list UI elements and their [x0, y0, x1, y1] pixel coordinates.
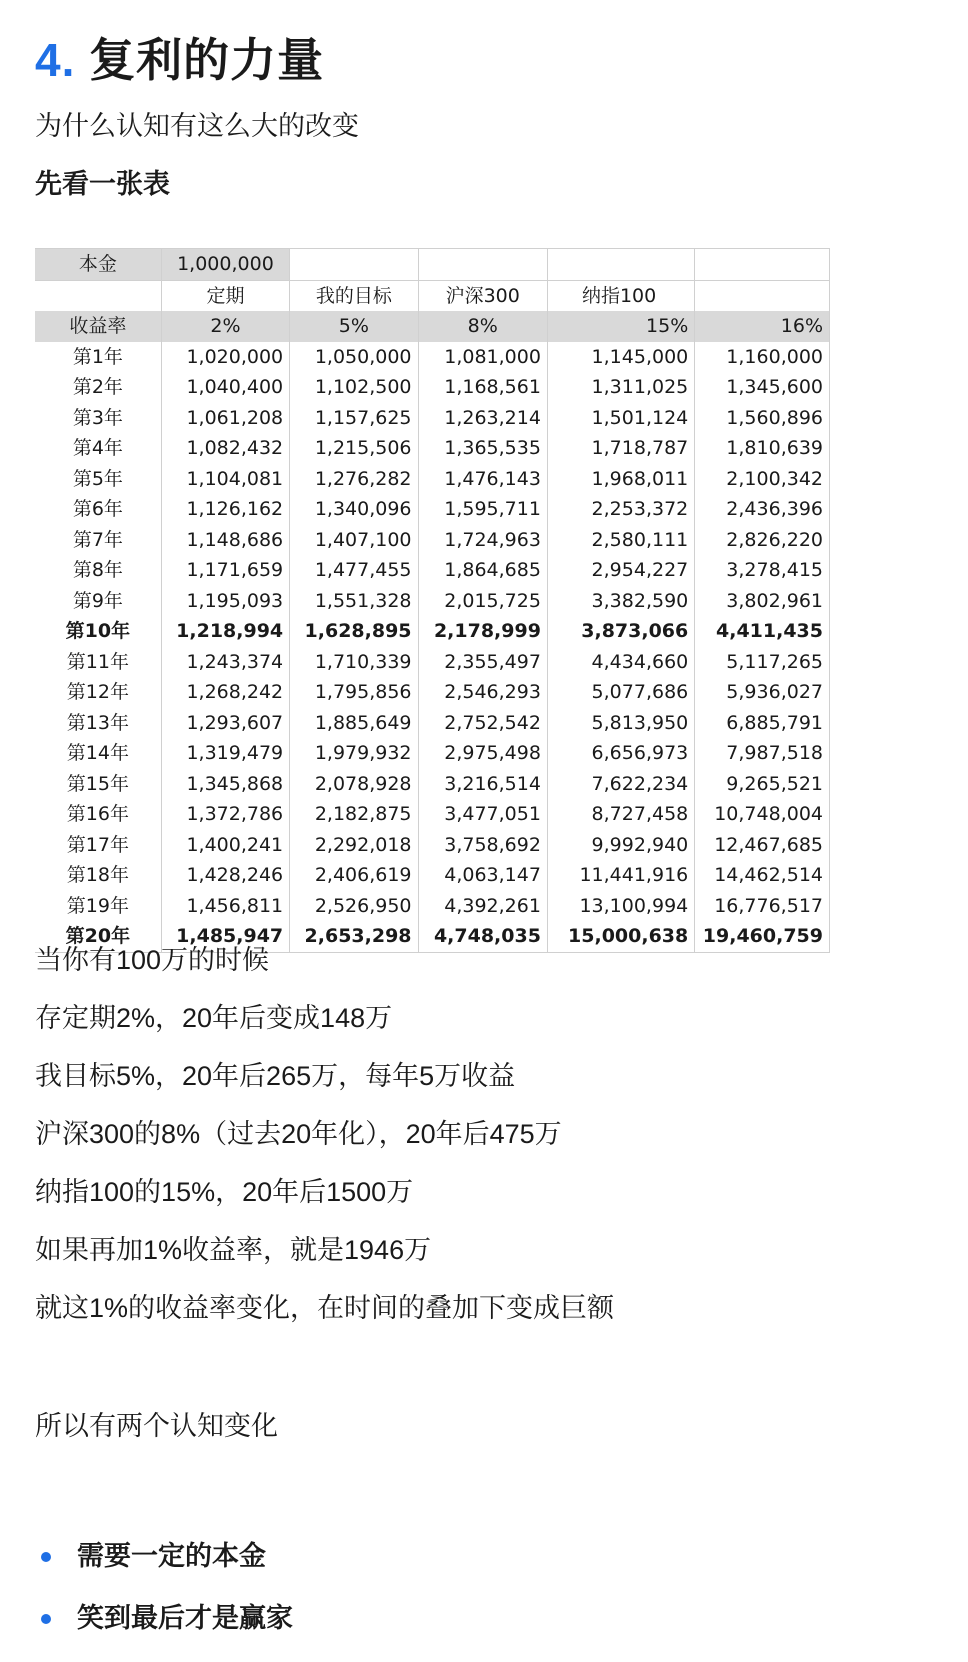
value-cell: 1,795,856 — [290, 677, 418, 708]
value-cell: 1,968,011 — [547, 464, 694, 495]
column-header — [695, 280, 830, 311]
body-paragraph: 纳指100的15%，20年后1500万 — [35, 1177, 414, 1207]
value-cell: 5,117,265 — [695, 647, 830, 678]
empty-cell — [695, 249, 830, 281]
year-cell: 第3年 — [35, 403, 161, 434]
table-intro: 先看一张表 — [35, 169, 170, 199]
table-row — [35, 738, 830, 769]
table-row — [35, 403, 830, 434]
rate-value: 8% — [418, 311, 547, 342]
value-cell: 1,276,282 — [290, 464, 418, 495]
value-cell: 2,182,875 — [290, 799, 418, 830]
bullet-text: 需要一定的本金 — [77, 1541, 266, 1571]
column-header: 定期 — [161, 280, 289, 311]
table-row — [35, 830, 830, 861]
value-cell: 2,580,111 — [547, 525, 694, 556]
section-heading — [35, 30, 324, 90]
table-row — [35, 708, 830, 739]
value-cell: 14,462,514 — [695, 860, 830, 891]
value-cell: 9,992,940 — [547, 830, 694, 861]
value-cell: 1,195,093 — [161, 586, 289, 617]
value-cell: 1,864,685 — [418, 555, 547, 586]
principal-value: 1,000,000 — [161, 249, 289, 281]
year-cell: 第19年 — [35, 891, 161, 922]
table-row — [35, 433, 830, 464]
value-cell: 7,987,518 — [695, 738, 830, 769]
rate-value: 5% — [290, 311, 418, 342]
bullet-item — [35, 1600, 293, 1662]
year-cell: 第8年 — [35, 555, 161, 586]
value-cell: 2,752,542 — [418, 708, 547, 739]
value-cell: 1,595,711 — [418, 494, 547, 525]
value-cell: 2,406,619 — [290, 860, 418, 891]
value-cell: 1,168,561 — [418, 372, 547, 403]
value-cell: 1,171,659 — [161, 555, 289, 586]
value-cell: 1,724,963 — [418, 525, 547, 556]
principal-label: 本金 — [35, 249, 161, 281]
value-cell: 1,145,000 — [547, 342, 694, 373]
intro-text: 为什么认知有这么大的改变 — [35, 111, 359, 141]
year-cell: 第5年 — [35, 464, 161, 495]
value-cell: 2,653,298 — [290, 921, 418, 952]
value-cell: 4,392,261 — [418, 891, 547, 922]
body-paragraph: 如果再加1%收益率，就是1946万 — [35, 1235, 432, 1265]
value-cell: 4,411,435 — [695, 616, 830, 647]
body-paragraph: 存定期2%，20年后变成148万 — [35, 1003, 393, 1033]
table-row — [35, 616, 830, 647]
table-row — [35, 586, 830, 617]
section-number: 4. — [35, 34, 76, 86]
table-row — [35, 647, 830, 678]
value-cell: 1,718,787 — [547, 433, 694, 464]
value-cell: 3,278,415 — [695, 555, 830, 586]
table-row — [35, 464, 830, 495]
rate-row — [35, 311, 830, 342]
value-cell: 1,345,600 — [695, 372, 830, 403]
value-cell: 1,400,241 — [161, 830, 289, 861]
value-cell: 1,810,639 — [695, 433, 830, 464]
table-row — [35, 372, 830, 403]
value-cell: 6,885,791 — [695, 708, 830, 739]
value-cell: 6,656,973 — [547, 738, 694, 769]
value-cell: 1,040,400 — [161, 372, 289, 403]
column-header-row — [35, 280, 830, 311]
value-cell: 1,082,432 — [161, 433, 289, 464]
column-header: 沪深300 — [418, 280, 547, 311]
year-cell: 第13年 — [35, 708, 161, 739]
value-cell: 4,748,035 — [418, 921, 547, 952]
value-cell: 2,546,293 — [418, 677, 547, 708]
table-row — [35, 525, 830, 556]
principal-row — [35, 249, 830, 281]
year-cell: 第18年 — [35, 860, 161, 891]
empty-cell — [547, 249, 694, 281]
year-cell: 第14年 — [35, 738, 161, 769]
value-cell: 2,826,220 — [695, 525, 830, 556]
value-cell: 3,382,590 — [547, 586, 694, 617]
year-cell: 第12年 — [35, 677, 161, 708]
rate-value: 16% — [695, 311, 830, 342]
value-cell: 1,365,535 — [418, 433, 547, 464]
value-cell: 2,078,928 — [290, 769, 418, 800]
bullet-item — [35, 1538, 293, 1600]
value-cell: 2,975,498 — [418, 738, 547, 769]
value-cell: 1,268,242 — [161, 677, 289, 708]
rate-value: 2% — [161, 311, 289, 342]
compound-interest-table — [35, 248, 830, 953]
value-cell: 1,081,000 — [418, 342, 547, 373]
value-cell: 1,020,000 — [161, 342, 289, 373]
value-cell: 1,061,208 — [161, 403, 289, 434]
year-cell: 第9年 — [35, 586, 161, 617]
value-cell: 3,802,961 — [695, 586, 830, 617]
value-cell: 1,345,868 — [161, 769, 289, 800]
year-cell: 第4年 — [35, 433, 161, 464]
value-cell: 1,477,455 — [290, 555, 418, 586]
year-cell: 第17年 — [35, 830, 161, 861]
value-cell: 2,436,396 — [695, 494, 830, 525]
year-cell: 第6年 — [35, 494, 161, 525]
section-title: 复利的力量 — [89, 34, 325, 86]
value-cell: 10,748,004 — [695, 799, 830, 830]
value-cell: 1,102,500 — [290, 372, 418, 403]
bullet-dot-icon — [41, 1614, 51, 1624]
value-cell: 1,628,895 — [290, 616, 418, 647]
body-paragraph: 就这1%的收益率变化，在时间的叠加下变成巨额 — [35, 1293, 615, 1323]
value-cell: 1,560,896 — [695, 403, 830, 434]
value-cell: 1,160,000 — [695, 342, 830, 373]
value-cell: 2,292,018 — [290, 830, 418, 861]
value-cell: 2,100,342 — [695, 464, 830, 495]
value-cell: 19,460,759 — [695, 921, 830, 952]
value-cell: 3,216,514 — [418, 769, 547, 800]
value-cell: 1,263,214 — [418, 403, 547, 434]
value-cell: 4,434,660 — [547, 647, 694, 678]
value-cell: 1,104,081 — [161, 464, 289, 495]
value-cell: 1,476,143 — [418, 464, 547, 495]
year-cell: 第7年 — [35, 525, 161, 556]
body-paragraph: 当你有100万的时候 — [35, 945, 270, 975]
table-row — [35, 860, 830, 891]
value-cell: 1,218,994 — [161, 616, 289, 647]
value-cell: 1,319,479 — [161, 738, 289, 769]
year-cell: 第16年 — [35, 799, 161, 830]
year-cell: 第15年 — [35, 769, 161, 800]
value-cell: 1,340,096 — [290, 494, 418, 525]
bullet-list — [35, 1538, 293, 1662]
value-cell: 3,477,051 — [418, 799, 547, 830]
value-cell: 5,077,686 — [547, 677, 694, 708]
table-row — [35, 799, 830, 830]
value-cell: 7,622,234 — [547, 769, 694, 800]
value-cell: 2,954,227 — [547, 555, 694, 586]
table-row — [35, 677, 830, 708]
value-cell: 1,148,686 — [161, 525, 289, 556]
value-cell: 1,050,000 — [290, 342, 418, 373]
value-cell: 1,215,506 — [290, 433, 418, 464]
value-cell: 1,885,649 — [290, 708, 418, 739]
value-cell: 1,979,932 — [290, 738, 418, 769]
value-cell: 2,355,497 — [418, 647, 547, 678]
table-row — [35, 555, 830, 586]
value-cell: 2,178,999 — [418, 616, 547, 647]
table-row — [35, 891, 830, 922]
value-cell: 13,100,994 — [547, 891, 694, 922]
bullet-text: 笑到最后才是赢家 — [77, 1603, 293, 1633]
value-cell: 15,000,638 — [547, 921, 694, 952]
value-cell: 1,157,625 — [290, 403, 418, 434]
value-cell: 5,936,027 — [695, 677, 830, 708]
value-cell: 1,126,162 — [161, 494, 289, 525]
empty-cell — [290, 249, 418, 281]
value-cell: 1,311,025 — [547, 372, 694, 403]
value-cell: 5,813,950 — [547, 708, 694, 739]
table-body — [35, 249, 830, 953]
value-cell: 3,758,692 — [418, 830, 547, 861]
value-cell: 1,407,100 — [290, 525, 418, 556]
value-cell: 3,873,066 — [547, 616, 694, 647]
value-cell: 4,063,147 — [418, 860, 547, 891]
value-cell: 2,526,950 — [290, 891, 418, 922]
year-cell: 第11年 — [35, 647, 161, 678]
value-cell: 1,485,947 — [161, 921, 289, 952]
value-cell: 1,428,246 — [161, 860, 289, 891]
body-paragraph: 沪深300的8%（过去20年化），20年后475万 — [35, 1119, 562, 1149]
year-cell: 第10年 — [35, 616, 161, 647]
year-cell: 第2年 — [35, 372, 161, 403]
column-header: 纳指100 — [547, 280, 694, 311]
empty-cell — [35, 280, 161, 311]
table-row — [35, 494, 830, 525]
value-cell: 16,776,517 — [695, 891, 830, 922]
table-row — [35, 769, 830, 800]
empty-cell — [418, 249, 547, 281]
value-cell: 1,372,786 — [161, 799, 289, 830]
bullet-dot-icon — [41, 1552, 51, 1562]
conclusion-text: 所以有两个认知变化 — [35, 1411, 278, 1441]
value-cell: 2,015,725 — [418, 586, 547, 617]
value-cell: 2,253,372 — [547, 494, 694, 525]
body-paragraph: 我目标5%，20年后265万，每年5万收益 — [35, 1061, 516, 1091]
value-cell: 1,501,124 — [547, 403, 694, 434]
year-cell: 第20年 — [35, 921, 161, 952]
value-cell: 1,551,328 — [290, 586, 418, 617]
rate-value: 15% — [547, 311, 694, 342]
year-cell: 第1年 — [35, 342, 161, 373]
column-header: 我的目标 — [290, 280, 418, 311]
value-cell: 8,727,458 — [547, 799, 694, 830]
value-cell: 11,441,916 — [547, 860, 694, 891]
value-cell: 1,456,811 — [161, 891, 289, 922]
value-cell: 12,467,685 — [695, 830, 830, 861]
value-cell: 1,293,607 — [161, 708, 289, 739]
value-cell: 1,243,374 — [161, 647, 289, 678]
value-cell: 9,265,521 — [695, 769, 830, 800]
value-cell: 1,710,339 — [290, 647, 418, 678]
rate-label: 收益率 — [35, 311, 161, 342]
table-row — [35, 342, 830, 373]
